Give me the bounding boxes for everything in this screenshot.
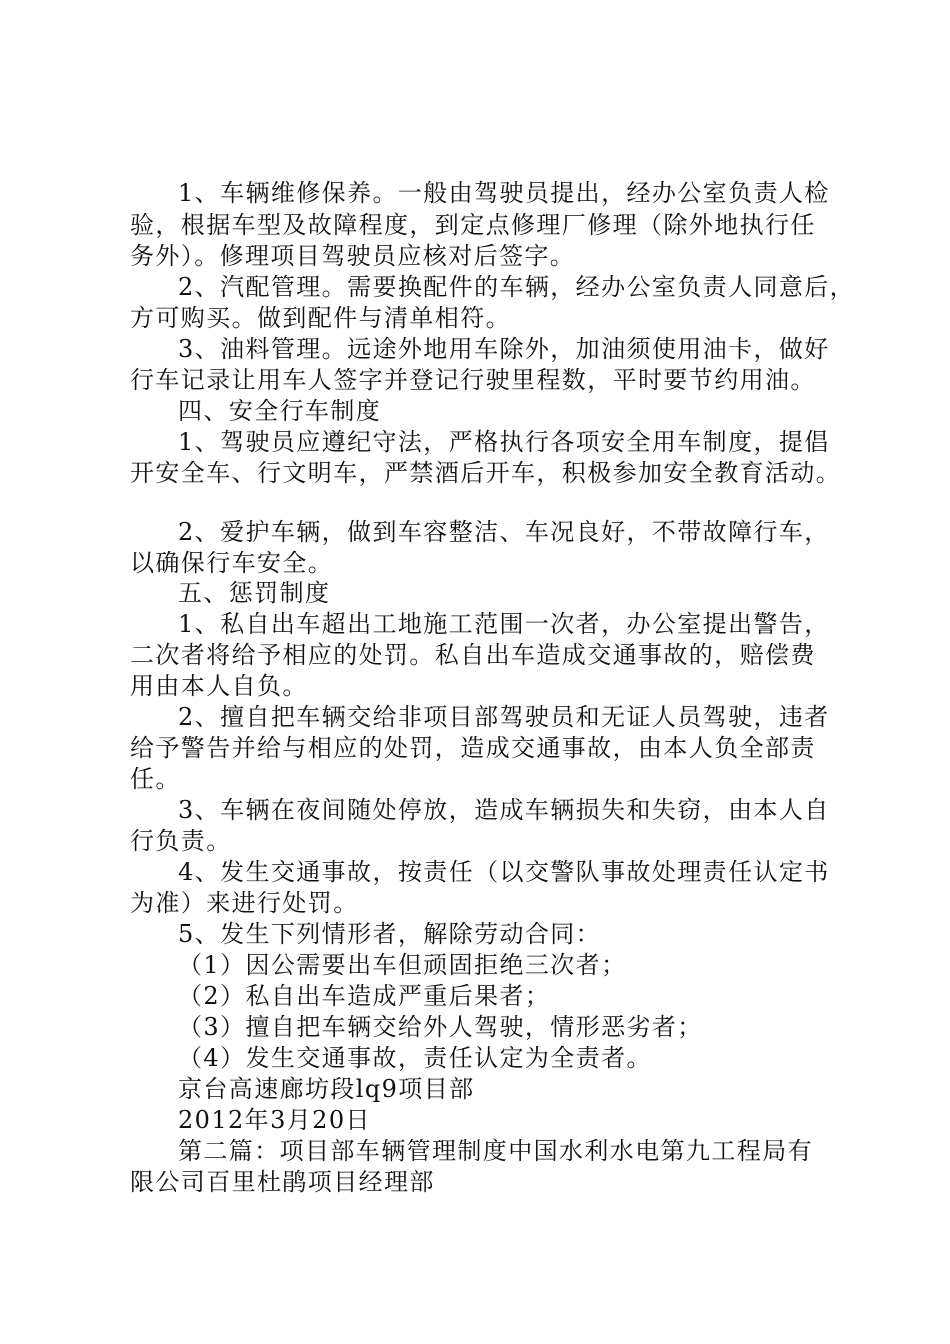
next-article-title: 第二篇：项目部车辆管理制度中国水利水电第九工程局有 [178, 1137, 813, 1165]
paragraph-line: 二次者将给予相应的处罚。私自出车造成交通事故的，赔偿费 [130, 641, 816, 669]
list-item: （2）私自出车造成严重后果者； [178, 982, 551, 1010]
list-item: （1）因公需要出车但顽固拒绝三次者； [178, 951, 627, 979]
paragraph-line: 5、发生下列情形者，解除劳动合同： [178, 920, 602, 948]
paragraph-line: 行负责。 [130, 827, 232, 855]
paragraph-line: 2、擅自把车辆交给非项目部驾驶员和无证人员驾驶，违者 [178, 703, 830, 731]
paragraph-line: 3、油料管理。远途外地用车除外，加油须使用油卡，做好 [178, 335, 830, 363]
list-item: （3）擅自把车辆交给外人驾驶，情形恶劣者； [178, 1013, 703, 1041]
section-heading: 五、惩罚制度 [178, 579, 331, 607]
paragraph-line: 1、驾驶员应遵纪守法，严格执行各项安全用车制度，提倡 [178, 428, 830, 456]
paragraph-line: 4、发生交通事故，按责任（以交警队事故处理责任认定书 [178, 858, 830, 886]
signature-date: 2012年3月20日 [178, 1106, 371, 1134]
signature-organization: 京台高速廊坊段lq9项目部 [178, 1075, 475, 1103]
paragraph-line: 给予警告并给与相应的处罚，造成交通事故，由本人负全部责 [130, 734, 816, 762]
paragraph-line: 以确保行车安全。 [130, 549, 334, 577]
paragraph-line: 为准）来进行处罚。 [130, 889, 359, 917]
paragraph-line: 验，根据车型及故障程度，到定点修理厂修理（除外地执行任 [130, 211, 816, 239]
paragraph-line: 1、车辆维修保养。一般由驾驶员提出，经办公室负责人检 [178, 179, 830, 207]
paragraph-line: 行车记录让用车人签字并登记行驶里程数，平时要节约用油。 [130, 366, 816, 394]
paragraph-line: 3、车辆在夜间随处停放，造成车辆损失和失窃，由本人自 [178, 796, 830, 824]
paragraph-line: 方可购买。做到配件与清单相符。 [130, 304, 511, 332]
paragraph-line: 1、私自出车超出工地施工范围一次者，办公室提出警告， [178, 610, 830, 638]
list-item: （4）发生交通事故，责任认定为全责者。 [178, 1044, 652, 1072]
paragraph-line: 任。 [130, 765, 181, 793]
paragraph-line: 2、爱护车辆，做到车容整洁、车况良好，不带故障行车， [178, 518, 830, 546]
paragraph-line: 务外）。修理项目驾驶员应核对后签字。 [130, 242, 576, 270]
next-article-title: 限公司百里杜鹃项目经理部 [130, 1168, 435, 1196]
section-heading: 四、安全行车制度 [178, 397, 382, 425]
paragraph-line: 开安全车、行文明车，严禁酒后开车，积极参加安全教育活动。 [130, 459, 842, 487]
paragraph-line: 用由本人自负。 [130, 672, 308, 700]
paragraph-line: 2、汽配管理。需要换配件的车辆，经办公室负责人同意后， [178, 273, 856, 301]
